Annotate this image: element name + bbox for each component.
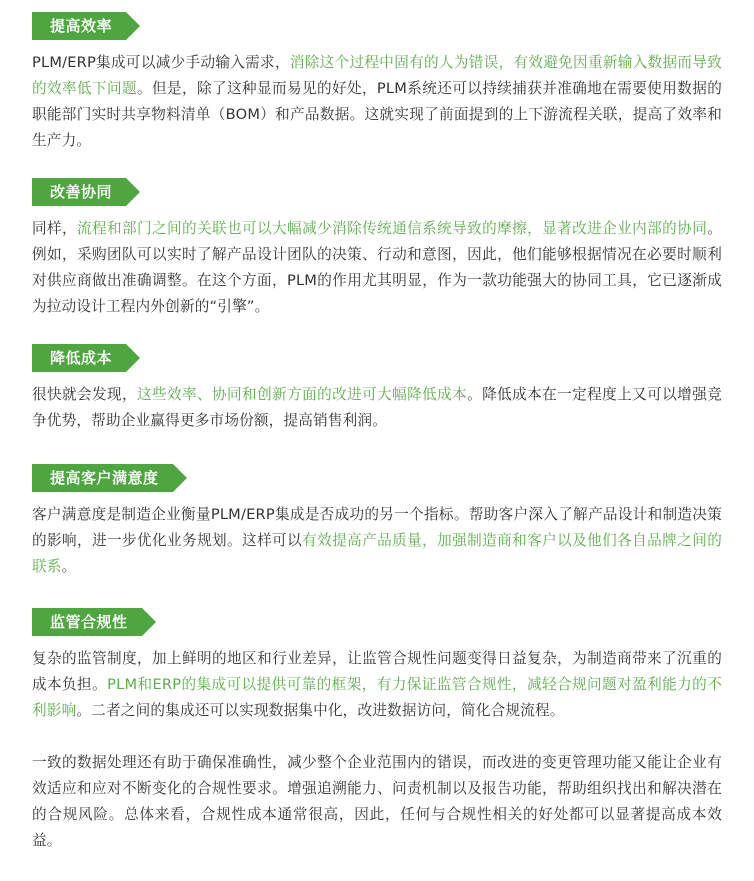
- section-heading-tag: 改善协同: [32, 178, 126, 206]
- section-customer-satisfaction: [32, 464, 722, 580]
- section-improve-efficiency: [32, 12, 722, 154]
- paragraph: [32, 216, 722, 320]
- paragraph-text: 同样，: [32, 220, 78, 237]
- paragraph: [32, 646, 722, 724]
- section-improve-collaboration: [32, 178, 722, 320]
- section-reduce-cost: [32, 344, 722, 434]
- paragraph: [32, 50, 722, 154]
- paragraph-text: 一致的数据处理还有助于确保准确性，减少整个企业范围内的错误，而改进的变更管理功能又能让企业有效适应和应对不断变化的合规性要求。增强追溯能力、问责机制以及报告功能，帮助组织找出和解决潜在的合规风险。总体来看，合规性成本通常很高，因此，任何与合规性相关的好处都可以显著提高成本效益。: [32, 754, 722, 849]
- paragraph-text: 很快就会发现，: [32, 386, 138, 403]
- paragraph-text: 。例如，采购团队可以实时了解产品设计团队的决策、行动和意图，因此，他们能够根据情况在必要时顺利对供应商做出准确调整。在这个方面，PLM的作用尤其明显，作为一款功能强大的协同工具，它已逐渐成为拉动设计工程内外创新的“引擎”。: [32, 220, 722, 315]
- paragraph: [32, 750, 722, 854]
- highlighted-text: 这些效率、协同和创新方面的改进可大幅降低成本: [137, 386, 468, 403]
- section-heading-tag: 降低成本: [32, 344, 126, 372]
- highlighted-text: PLM和ERP的集成可以提供可靠的框架，有力保证监管合规性，减轻合规问题对盈利能力的不利影响: [32, 676, 722, 719]
- highlighted-text: 流程和部门之间的关联也可以大幅减少消除传统通信系统导致的摩擦，显著改进企业内部的协同: [77, 220, 708, 237]
- paragraph-text: 。: [61, 558, 77, 575]
- paragraph-text: 。降低成本在一定程度上又可以增强竞争优势，帮助企业赢得更多市场份额，提高销售利润。: [32, 386, 722, 429]
- section-heading-tag: 提高客户满意度: [32, 464, 173, 492]
- paragraph-text: 复杂的监管制度，加上鲜明的地区和行业差异，让监管合规性问题变得日益复杂，为制造商带来了沉重的成本负担。: [32, 650, 722, 693]
- section-regulatory-compliance: [32, 608, 722, 854]
- paragraph: [32, 382, 722, 434]
- paragraph: [32, 502, 722, 580]
- paragraph-text: 客户满意度是制造企业衡量PLM/ERP集成是否成功的另一个指标。帮助客户深入了解产品设计和制造决策的影响，进一步优化业务规划。这样可以: [32, 506, 722, 549]
- paragraph-text: 。但是，除了这种显而易见的好处，PLM系统还可以持续捕获并准确地在需要使用数据的职能部门实时共享物料清单（BOM）和产品数据。这就实现了前面提到的上下游流程关联，提高了效率和生产力。: [32, 80, 722, 149]
- paragraph-text: PLM/ERP集成可以减少手动输入需求，: [32, 54, 290, 71]
- section-heading-tag: 提高效率: [32, 12, 126, 40]
- highlighted-text: 有效提高产品质量，加强制造商和客户以及他们各自品牌之间的联系: [32, 532, 722, 575]
- section-heading-tag: 监管合规性: [32, 608, 142, 636]
- paragraph-text: 。二者之间的集成还可以实现数据集中化，改进数据访问，简化合规流程。: [76, 702, 565, 719]
- highlighted-text: 消除这个过程中固有的人为错误，有效避免因重新输入数据而导致的效率低下问题: [32, 54, 722, 97]
